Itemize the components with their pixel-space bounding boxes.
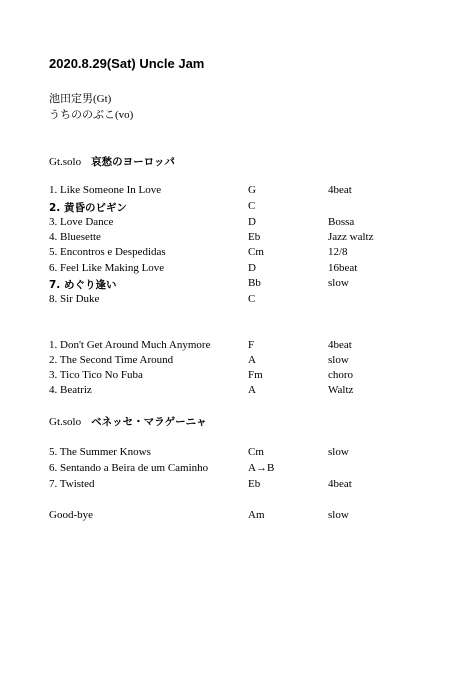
song-style: Waltz xyxy=(328,384,354,396)
song-style: choro xyxy=(328,369,354,381)
song-title: 7. Twisted xyxy=(49,478,95,490)
song-title: 5. The Summer Knows xyxy=(49,446,151,458)
song-row xyxy=(0,509,474,524)
song-row xyxy=(0,246,474,261)
song-style: 4beat xyxy=(328,339,352,351)
setlist-title: 2020.8.29(Sat) Uncle Jam xyxy=(49,56,205,71)
song-key: Am xyxy=(248,509,265,521)
song-row xyxy=(0,231,474,246)
solo-heading-1 xyxy=(49,154,175,169)
song-title: 3. Tico Tico No Fuba xyxy=(49,369,143,381)
song-style: slow xyxy=(328,277,349,289)
song-title: 7. めぐり逢い xyxy=(49,279,117,291)
song-row xyxy=(0,478,474,493)
song-row xyxy=(0,293,474,308)
song-title: 1. Like Someone In Love xyxy=(49,184,162,196)
song-row xyxy=(0,262,474,277)
song-key: Eb xyxy=(248,231,261,243)
song-style: slow xyxy=(328,446,349,458)
solo-heading-2-title: ベネッセ・マラゲーニャ xyxy=(91,416,207,428)
song-key: Bb xyxy=(248,277,261,289)
solo-heading-1-title: 哀愁のヨーロッパ xyxy=(91,156,175,168)
song-style: Jazz waltz xyxy=(328,231,374,243)
member-vocal: うちののぶこ(vo) xyxy=(49,109,134,121)
song-title: 2. The Second Time Around xyxy=(49,354,174,366)
song-row xyxy=(0,216,474,231)
solo-heading-1-prefix: Gt.solo xyxy=(49,156,82,168)
song-title: 5. Encontros e Despedidas xyxy=(49,246,166,258)
song-key: D xyxy=(248,262,256,274)
song-style: Bossa xyxy=(328,216,355,228)
song-style: 16beat xyxy=(328,262,358,274)
member-guitar: 池田定男(Gt) xyxy=(49,93,112,105)
song-key: Eb xyxy=(248,478,261,490)
song-style: slow xyxy=(328,509,349,521)
song-title: 4. Bluesette xyxy=(49,231,101,243)
song-key: A xyxy=(248,354,256,366)
song-row xyxy=(0,446,474,461)
song-style: 4beat xyxy=(328,184,352,196)
song-title: 6. Sentando a Beira de um Caminho xyxy=(49,462,209,474)
song-key: F xyxy=(248,339,255,351)
solo-heading-2-prefix: Gt.solo xyxy=(49,416,82,428)
song-style: slow xyxy=(328,354,349,366)
song-row xyxy=(0,462,474,477)
song-key: C xyxy=(248,293,256,305)
song-title: 3. Love Dance xyxy=(49,216,114,228)
song-key: A→B xyxy=(248,462,275,474)
song-row xyxy=(0,277,474,292)
song-style: 4beat xyxy=(328,478,352,490)
song-key: Cm xyxy=(248,246,264,258)
song-key: A xyxy=(248,384,256,396)
solo-heading-2 xyxy=(49,414,207,429)
song-row xyxy=(0,184,474,199)
song-key: Fm xyxy=(248,369,263,381)
song-title: 4. Beatriz xyxy=(49,384,92,396)
song-row xyxy=(0,384,474,399)
song-title: 6. Feel Like Making Love xyxy=(49,262,165,274)
song-row xyxy=(0,369,474,384)
song-key: D xyxy=(248,216,256,228)
song-title: Good-bye xyxy=(49,509,93,521)
song-row xyxy=(0,339,474,354)
song-title: 2. 黄昏のビギン xyxy=(49,202,127,214)
song-key: C xyxy=(248,200,256,212)
song-title: 8. Sir Duke xyxy=(49,293,100,305)
song-key: G xyxy=(248,184,256,196)
song-row xyxy=(0,200,474,215)
song-key: Cm xyxy=(248,446,264,458)
song-style: 12/8 xyxy=(328,246,348,258)
song-row xyxy=(0,354,474,369)
song-title: 1. Don't Get Around Much Anymore xyxy=(49,339,211,351)
